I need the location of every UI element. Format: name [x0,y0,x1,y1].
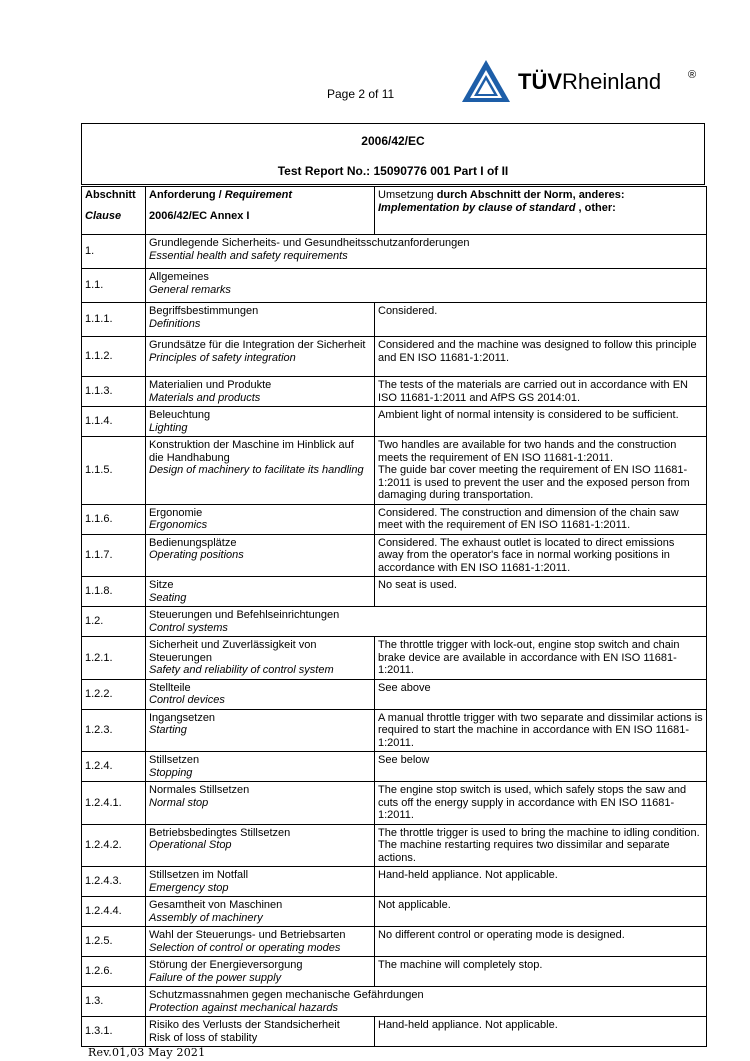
implementation-cell: Considered and the machine was designed to follow this principle and EN ISO 11681-1:2011. [375,337,707,377]
clause-number: 1.1.7. [82,534,146,577]
table-row [82,407,707,437]
requirement-cell [146,867,375,897]
requirement-german: Grundsätze für die Integration der Sicherheit [149,339,366,351]
clause-number: 1.2.4.3. [82,867,146,897]
requirement-english: Assembly of machinery [149,911,263,924]
table-row [82,607,707,637]
requirement-cell [146,752,375,782]
table-row [82,867,707,897]
requirement-english: Materials and products [149,391,261,404]
requirement-german: Schutzmassnahmen gegen mechanische Gefährdungen [149,989,424,1001]
implementation-cell: Two handles are available for two hands and the construction meets the requirement of EN ISO 11681-1:2011. The guide bar cover meeting the requirement of EN ISO 11681-1:2011 is used to prevent the user and the exposed person from damaging during transportation. [375,437,707,505]
requirement-german: Wahl der Steuerungs- und Betriebsarten [149,929,346,941]
requirement-cell [146,782,375,825]
implementation-cell: A manual throttle trigger with two separate and dissimilar actions is required to start the machine in accordance with EN ISO 11681-1:2011. [375,709,707,752]
implementation-cell: See above [375,679,707,709]
clause-number: 1.1.4. [82,407,146,437]
requirement-cell [146,303,375,337]
clause-number: 1.2.4.4. [82,897,146,927]
requirement-german: Störung der Energieversorgung [149,959,303,971]
requirement-cell [146,709,375,752]
table-row [82,709,707,752]
table-row [82,235,707,269]
requirement-english: Stopping [149,766,193,779]
implementation-cell: Considered. The exhaust outlet is located to direct emissions away from the operator's face in normal working positions in accordance with EN ISO 11681-1:2011. [375,534,707,577]
requirement-english: Essential health and safety requirements [149,249,348,262]
requirement-cell [146,957,375,987]
requirement-cell [146,577,375,607]
requirement-german: Stillsetzen im Notfall [149,869,249,881]
table-row [82,957,707,987]
implementation-cell: No different control or operating mode is designed. [375,927,707,957]
requirement-cell [146,407,375,437]
clause-number: 1.1. [82,269,146,303]
requirement-english: Design of machinery to facilitate its handling [149,464,364,476]
triangle-logo-icon [460,58,512,104]
clause-number: 1.1.6. [82,504,146,534]
table-row [82,927,707,957]
requirement-cell [146,534,375,577]
requirement-english: Operational Stop [149,839,232,851]
requirement-english: General remarks [149,283,231,296]
requirement-english: Definitions [149,317,201,330]
requirement-english: Starting [149,724,187,736]
requirement-cell [146,927,375,957]
requirement-english: Control systems [149,621,228,634]
table-row [82,437,707,505]
requirement-german: Konstruktion der Maschine im Hinblick auf die Handhabung [149,439,354,464]
requirement-german: Beleuchtung [149,409,211,421]
clause-number: 1.1.8. [82,577,146,607]
requirement-german: Materialien und Produkte [149,379,272,391]
requirement-german: Normales Stillsetzen [149,784,250,796]
clause-number: 1.2.1. [82,637,146,680]
requirement-german: Betriebsbedingtes Stillsetzen [149,826,291,839]
table-row [82,269,707,303]
requirement-english: Ergonomics [149,519,208,531]
table-row [82,752,707,782]
requirement-cell [146,1017,375,1047]
requirement-english: Failure of the power supply [149,971,282,984]
requirement-german: Grundlegende Sicherheits- und Gesundheitsschutzanforderungen [149,237,470,249]
implementation-cell: Considered. The construction and dimension of the chain saw meet with the requirement of EN ISO 11681-1:2011. [375,504,707,534]
requirement-cell [146,637,375,680]
requirement-english: Principles of safety integration [149,351,296,364]
table-row [82,534,707,577]
clause-number: 1.2. [82,607,146,637]
report-number: Test Report No.: 15090776 001 Part I of II [277,164,509,178]
table-row [82,637,707,680]
table-row [82,303,707,337]
clause-number: 1. [82,235,146,269]
requirement-cell [146,504,375,534]
tuv-rheinland-logo [460,58,710,104]
clause-number: 1.1.1. [82,303,146,337]
implementation-cell: The tests of the materials are carried out in accordance with EN ISO 11681-1:2011 and AfPS GS 2014:01. [375,377,707,407]
requirement-german: Sitze [149,579,174,591]
implementation-cell: No seat is used. [375,577,707,607]
table-row [82,987,707,1017]
clause-header: Abschnitt Clause [82,187,146,235]
clause-number: 1.2.4.2. [82,824,146,867]
revision-footer: Rev.01,03 May 2021 [88,1046,206,1059]
requirement-cell [146,269,707,303]
requirement-german: Gesamtheit von Maschinen [149,899,283,911]
requirement-german: Steuerungen und Befehlseinrichtungen [149,609,340,621]
table-row [82,377,707,407]
implementation-cell: Hand-held appliance. Not applicable. [375,1017,707,1047]
table-row [82,782,707,825]
requirement-german: Bedienungsplätze [149,536,237,549]
clause-number: 1.2.2. [82,679,146,709]
clause-number: 1.2.3. [82,709,146,752]
clause-number: 1.3. [82,987,146,1017]
table-row [82,897,707,927]
requirement-cell [146,897,375,927]
requirement-english: Normal stop [149,796,209,809]
implementation-cell: Ambient light of normal intensity is considered to be sufficient. [375,407,707,437]
requirement-german: Stillsetzen [149,754,200,766]
clause-number: 1.3.1. [82,1017,146,1047]
requirement-english: Operating positions [149,549,244,561]
implementation-cell: Hand-held appliance. Not applicable. [375,867,707,897]
implementation-cell: Not applicable. [375,897,707,927]
clause-number: 1.1.5. [82,437,146,505]
requirement-german: Stellteile [149,681,191,694]
requirement-german: Risiko des Verlusts der Standsicherheit [149,1019,340,1031]
implementation-cell: See below [375,752,707,782]
implementation-cell: The engine stop switch is used, which safely stops the saw and cuts off the energy supply in accordance with EN ISO 11681-1:2011. [375,782,707,825]
requirement-german: Ingangsetzen [149,711,216,724]
requirement-english: Lighting [149,421,188,434]
requirement-english: Selection of control or operating modes [149,941,341,954]
report-header [81,123,705,185]
requirement-english: Risk of loss of stability [149,1031,258,1044]
directive-title: 2006/42/EC [361,134,425,148]
table-header-row [82,187,707,235]
table-row [82,337,707,377]
table-row [82,577,707,607]
logo-wordmark: TÜVRheinland [518,69,662,94]
requirement-header: Anforderung / Requirement 2006/42/EC Annex I [146,187,375,235]
table-row [82,824,707,867]
requirement-german: Begriffsbestimmungen [149,305,259,317]
requirement-german: Sicherheit und Zuverlässigkeit von Steuerungen [149,639,317,664]
requirement-english: Seating [149,591,187,604]
implementation-cell: Considered. [375,303,707,337]
requirement-cell [146,824,375,867]
requirement-english: Emergency stop [149,881,229,894]
table-row [82,1017,707,1047]
requirement-cell [146,235,707,269]
clause-number: 1.2.4.1. [82,782,146,825]
clause-number: 1.2.5. [82,927,146,957]
requirement-cell [146,377,375,407]
table-row [82,504,707,534]
clause-number: 1.1.2. [82,337,146,377]
requirement-cell [146,987,707,1017]
requirement-german: Allgemeines [149,271,209,283]
table-row [82,679,707,709]
implementation-cell: The machine will completely stop. [375,957,707,987]
clause-number: 1.2.6. [82,957,146,987]
clause-number: 1.1.3. [82,377,146,407]
requirement-cell [146,437,375,505]
requirement-german: Ergonomie [149,506,203,519]
registered-mark: ® [688,69,697,81]
requirement-cell [146,337,375,377]
clause-number: 1.2.4. [82,752,146,782]
implementation-cell: The throttle trigger with lock-out, engine stop switch and chain brake device are available in accordance with EN ISO 11681-1:2011. [375,637,707,680]
requirement-english: Safety and reliability of control system [149,664,334,676]
requirements-table [81,186,707,1047]
requirement-cell [146,679,375,709]
implementation-header: Umsetzung durch Abschnitt der Norm, anderes: Implementation by clause of standard , other: [375,187,707,235]
implementation-cell: The throttle trigger is used to bring the machine to idling condition. The machine restarting requires two dissimilar and separate actions. [375,824,707,867]
page-number: Page 2 of 11 [327,87,395,101]
requirement-english: Control devices [149,694,225,706]
requirement-cell [146,607,707,637]
requirement-english: Protection against mechanical hazards [149,1001,338,1014]
